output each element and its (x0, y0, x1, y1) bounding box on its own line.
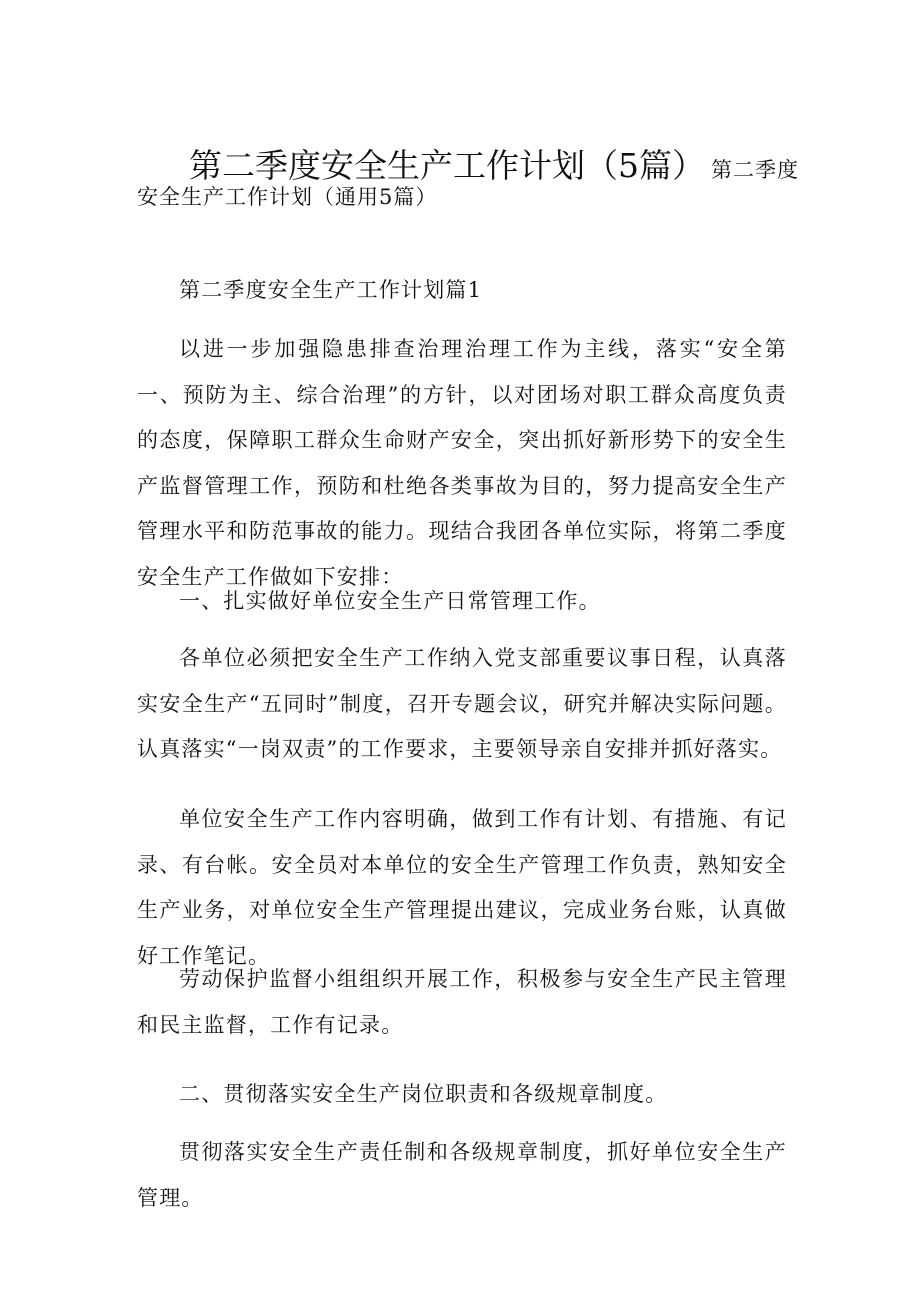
document-subtitle: 安全生产工作计划（通用5篇） (137, 185, 438, 209)
heading-two: 二、贯彻落实安全生产岗位职责和各级规章制度。 (179, 1082, 668, 1106)
paragraph-intro: 以进一步加强隐患排查治理治理工作为主线，落实“安全第一、预防为主、综合治理”的方针，以对团场对职工群众高度负责的态度，保障职工群众生命财产安全，突出抓好新形势下的安全生产监督管理工作，预防和杜绝各类事故为目的，努力提高安全生产管理水平和防范事故的能力。现结合我团各单位实际，将第二季度安全生产工作做如下安排： (137, 337, 787, 589)
paragraph-work-content: 单位安全生产工作内容明确，做到工作有计划、有措施、有记录、有台帐。安全员对本单位的安全生产管理工作负责，熟知安全生产业务，对单位安全生产管理提出建议，完成业务台账，认真做好工作笔记。 (137, 807, 787, 968)
paragraph-responsibility: 贯彻落实安全生产责任制和各级规章制度，抓好单位安全生产管理。 (137, 1140, 787, 1210)
paragraph-labor-protection: 劳动保护监督小组组织开展工作，积极参与安全生产民主管理和民主监督，工作有记录。 (137, 967, 787, 1037)
paragraph-party-agenda: 各单位必须把安全生产工作纳入党支部重要议事日程，认真落实安全生产“五同时”制度，召开专题会议，研究并解决实际问题。认真落实“一岗双责”的工作要求，主要领导亲自安排并抓好落实。 (137, 646, 787, 762)
document-title: 第二季度安全生产工作计划（5篇） (189, 146, 705, 185)
document-title-continuation: 第二季度 (711, 158, 799, 182)
section-heading: 第二季度安全生产工作计划篇1 (179, 278, 483, 302)
title-line (189, 140, 829, 187)
heading-one: 一、扎实做好单位安全生产日常管理工作。 (179, 589, 601, 613)
